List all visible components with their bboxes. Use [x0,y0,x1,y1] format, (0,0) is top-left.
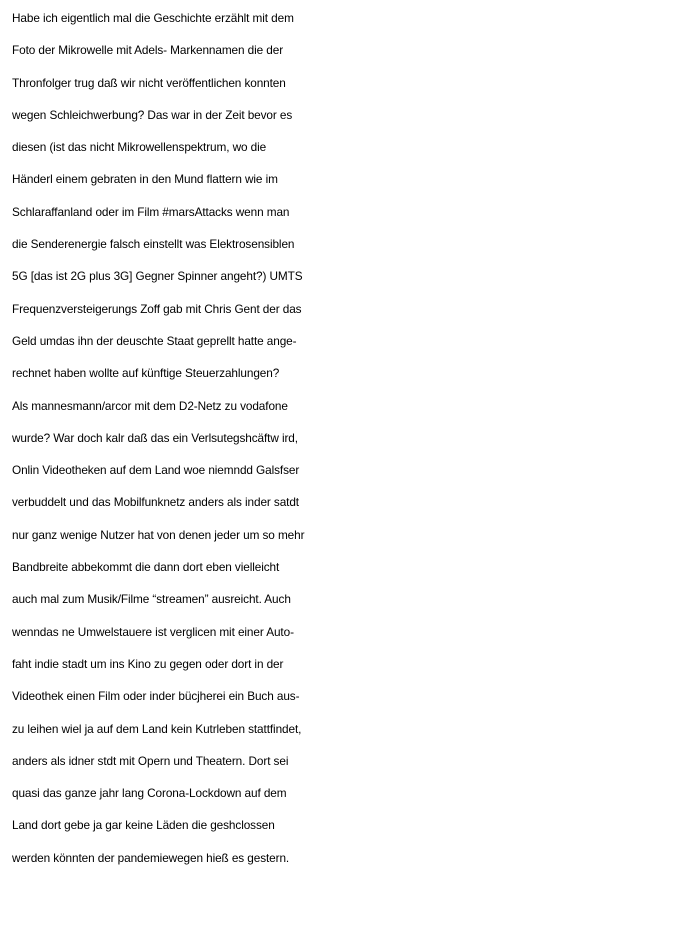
text-line: anders als idner stdt mit Opern und Theatern. Dort sei [12,753,289,768]
text-line: wurde? War doch kalr daß das ein Verlsutegshcäftw ird, [12,430,298,445]
text-line: Schlaraffanland oder im Film #marsAttacks wenn man [12,204,290,219]
text-line: zu leihen wiel ja auf dem Land kein Kutrleben stattfindet, [12,721,302,736]
text-line: faht indie stadt um ins Kino zu gegen oder dort in der [12,656,284,671]
text-line: werden könnten der pandemiewegen hieß es gestern. [12,850,290,865]
text-line: diesen (ist das nicht Mikrowellenspektrum, wo die [12,140,267,155]
text-line: Frequenzversteigerungs Zoff gab mit Chris Gent der das [12,301,302,316]
text-line: verbuddelt und das Mobilfunknetz anders als inder satdt [12,495,299,510]
text-line: wegen Schleichwerbung? Das war in der Zeit bevor es [12,107,293,122]
text-line: Videothek einen Film oder inder bücjherei ein Buch aus- [12,689,300,704]
text-line: quasi das ganze jahr lang Corona-Lockdown auf dem [12,786,287,801]
text-line: die Senderenergie falsch einstellt was Elektrosensiblen [12,237,295,252]
text-line: Bandbreite abbekommt die dann dort eben vielleicht [12,560,280,575]
text-line: rechnet haben wollte auf künftige Steuerzahlungen? [12,366,280,381]
text-line: nur ganz wenige Nutzer hat von denen jeder um so mehr [12,527,305,542]
text-line: 5G [das ist 2G plus 3G] Gegner Spinner angeht?) UMTS [12,269,303,284]
body-paragraph [12,2,682,874]
text-line: Thronfolger trug daß wir nicht veröffentlichen konnten [12,75,286,90]
text-line: Land dort gebe ja gar keine Läden die geshclossen [12,818,275,833]
text-line: auch mal zum Musik/Filme “streamen” ausreicht. Auch [12,592,291,607]
text-line: wenndas ne Umwelstauere ist verglicen mit einer Auto- [12,624,294,639]
text-line: Foto der Mikrowelle mit Adels- Markennamen die der [12,43,284,58]
text-line: Onlin Videotheken auf dem Land woe niemndd Galsfser [12,463,300,478]
text-line: Habe ich eigentlich mal die Geschichte erzählt mit dem [12,11,294,25]
text-line: Händerl einem gebraten in den Mund flattern wie im [12,172,278,187]
text-line: Als mannesmann/arcor mit dem D2-Netz zu vodafone [12,398,288,413]
text-line: Geld umdas ihn der deuschte Staat geprellt hatte ange- [12,333,297,348]
